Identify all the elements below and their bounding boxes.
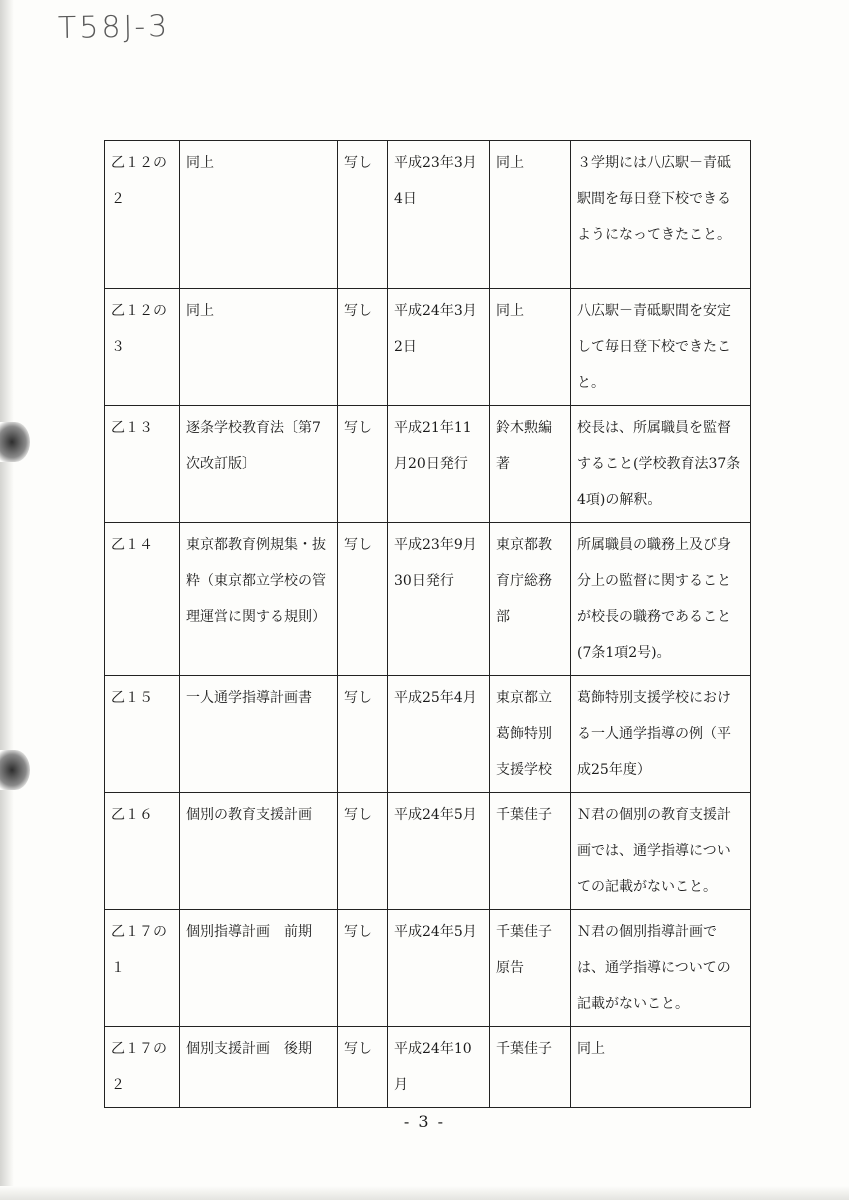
evidence-date: 平成21年11月20日発行 xyxy=(388,406,490,523)
evidence-type: 写し xyxy=(338,910,388,1027)
evidence-author: 鈴木勲編著 xyxy=(490,406,571,523)
evidence-type: 写し xyxy=(338,289,388,406)
evidence-author: 東京都教育庁総務部 xyxy=(490,523,571,676)
evidence-author: 千葉佳子原告 xyxy=(490,910,571,1027)
table-row xyxy=(105,910,751,1027)
evidence-author: 同上 xyxy=(490,289,571,406)
table-row xyxy=(105,676,751,793)
evidence-table xyxy=(104,140,751,1108)
evidence-number: 乙１６ xyxy=(105,793,180,910)
table-row xyxy=(105,141,751,289)
evidence-purpose: ３学期には八広駅－青砥駅間を毎日登下校できるようになってきたこと。 xyxy=(571,141,751,289)
evidence-author: 東京都立葛飾特別支援学校 xyxy=(490,676,571,793)
evidence-number: 乙１７の２ xyxy=(105,1027,180,1108)
evidence-type: 写し xyxy=(338,676,388,793)
evidence-date: 平成25年4月 xyxy=(388,676,490,793)
table-row xyxy=(105,523,751,676)
table-row xyxy=(105,793,751,910)
evidence-date: 平成24年5月 xyxy=(388,793,490,910)
evidence-number: 乙１２の２ xyxy=(105,141,180,289)
evidence-title: 同上 xyxy=(180,289,338,406)
evidence-purpose: 八広駅－青砥駅間を安定して毎日登下校できたこと。 xyxy=(571,289,751,406)
evidence-type: 写し xyxy=(338,1027,388,1108)
evidence-type: 写し xyxy=(338,141,388,289)
table-row xyxy=(105,289,751,406)
evidence-date: 平成24年5月 xyxy=(388,910,490,1027)
evidence-number: 乙１２の３ xyxy=(105,289,180,406)
evidence-date: 平成24年3月2日 xyxy=(388,289,490,406)
evidence-date: 平成23年3月4日 xyxy=(388,141,490,289)
evidence-title: 個別支援計画 後期 xyxy=(180,1027,338,1108)
evidence-purpose: 葛飾特別支援学校における一人通学指導の例（平成25年度） xyxy=(571,676,751,793)
evidence-author: 千葉佳子 xyxy=(490,1027,571,1108)
evidence-title: 逐条学校教育法〔第7次改訂版〕 xyxy=(180,406,338,523)
evidence-purpose: 校長は、所属職員を監督すること(学校教育法37条4項)の解釈。 xyxy=(571,406,751,523)
evidence-title: 個別指導計画 前期 xyxy=(180,910,338,1027)
evidence-author: 千葉佳子 xyxy=(490,793,571,910)
evidence-number: 乙１４ xyxy=(105,523,180,676)
evidence-title: 東京都教育例規集・抜粋（東京都立学校の管理運営に関する規則） xyxy=(180,523,338,676)
evidence-type: 写し xyxy=(338,406,388,523)
evidence-purpose: 所属職員の職務上及び身分上の監督に関することが校長の職務であること(7条1項2号)。 xyxy=(571,523,751,676)
handwritten-note: T58J-3 xyxy=(57,9,171,46)
evidence-date: 平成23年9月30日発行 xyxy=(388,523,490,676)
evidence-purpose: Ｎ君の個別指導計画では、通学指導についての記載がないこと。 xyxy=(571,910,751,1027)
evidence-purpose: 同上 xyxy=(571,1027,751,1108)
evidence-purpose: Ｎ君の個別の教育支援計画では、通学指導についての記載がないこと。 xyxy=(571,793,751,910)
page-left-shadow xyxy=(0,0,14,1200)
evidence-number: 乙１５ xyxy=(105,676,180,793)
evidence-author: 同上 xyxy=(490,141,571,289)
evidence-title: 一人通学指導計画書 xyxy=(180,676,338,793)
evidence-type: 写し xyxy=(338,793,388,910)
evidence-number: 乙１７の１ xyxy=(105,910,180,1027)
evidence-type: 写し xyxy=(338,523,388,676)
evidence-title: 個別の教育支援計画 xyxy=(180,793,338,910)
evidence-title: 同上 xyxy=(180,141,338,289)
page-bottom-edge xyxy=(0,1186,849,1200)
page-number: - 3 - xyxy=(403,1112,446,1131)
punch-hole-top xyxy=(0,422,30,462)
table-row xyxy=(105,406,751,523)
table-row xyxy=(105,1027,751,1108)
punch-hole-bottom xyxy=(0,750,30,790)
evidence-number: 乙１３ xyxy=(105,406,180,523)
evidence-date: 平成24年10月 xyxy=(388,1027,490,1108)
